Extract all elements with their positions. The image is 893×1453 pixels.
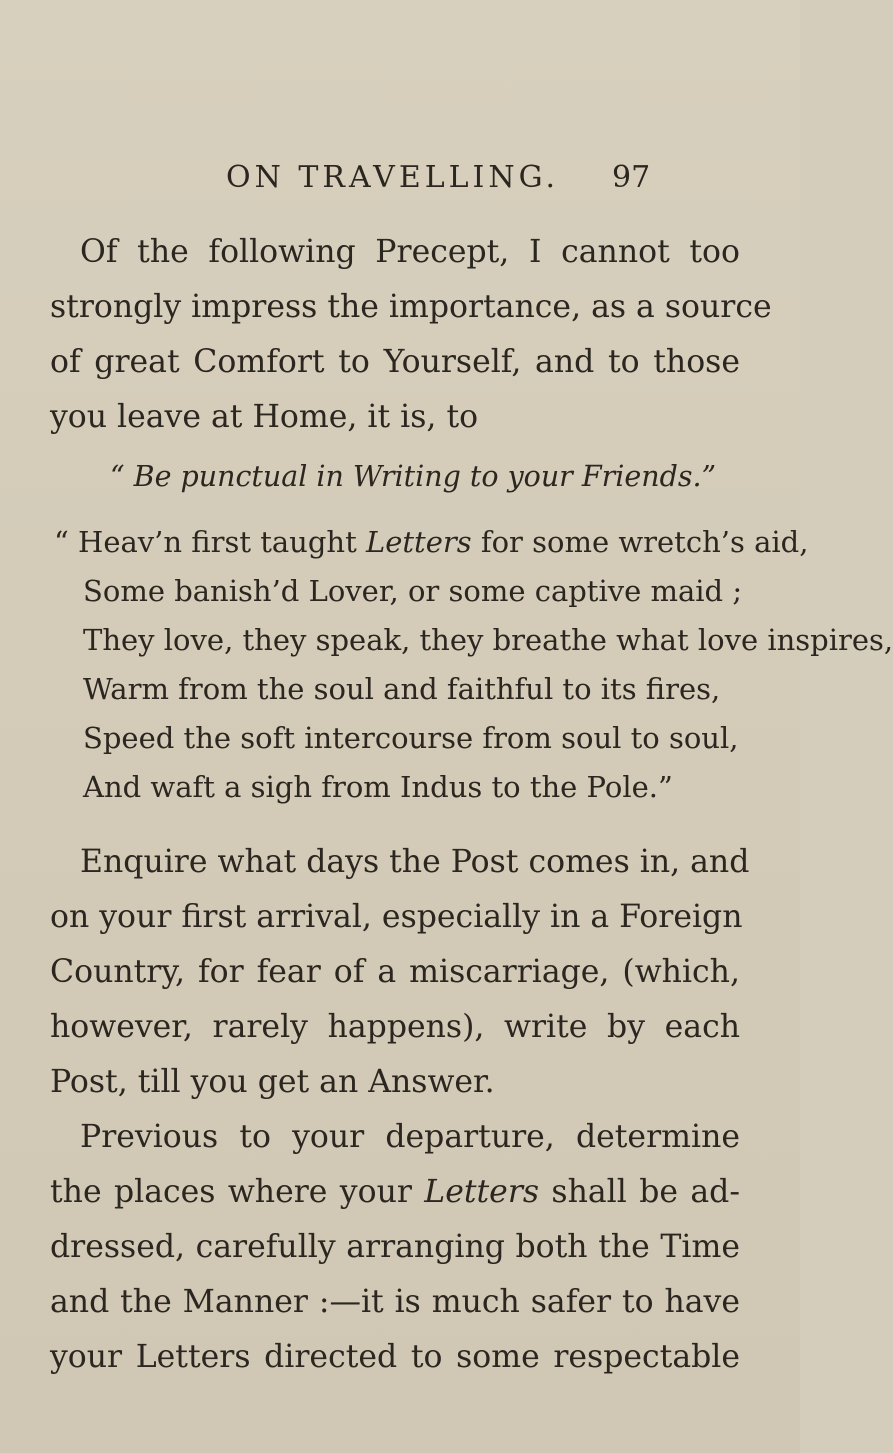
text-line: however, rarely happens), write by each (50, 1009, 740, 1045)
verse-line: They love, they speak, they breathe what love inspires, (83, 623, 893, 657)
verse-line: And waft a sigh from Indus to the Pole.” (83, 770, 673, 804)
text-line: on your first arrival, especially in a Foreign (50, 899, 743, 935)
text-run: the places where your (50, 1174, 425, 1210)
verse-line: Some banish’d Lover, or some captive maid ; (83, 574, 743, 608)
text-line: your Letters directed to some respectable (50, 1339, 740, 1375)
verse-line: Warm from the soul and faithful to its fires, (83, 672, 721, 706)
text-run: shall be ad- (539, 1174, 740, 1210)
text-line (50, 1172, 740, 1212)
text-line: and the Manner :—it is much safer to have (50, 1284, 740, 1320)
verse-line: Speed the soft intercourse from soul to soul, (83, 721, 739, 755)
verse-text: “ Heav’n first taught (54, 525, 366, 559)
text-line: Of the following Precept, I cannot too (80, 234, 740, 270)
motto-quote: “ Be punctual in Writing to your Friends.” (110, 460, 717, 493)
running-title: ON TRAVELLING. (226, 160, 560, 195)
text-line: Previous to your departure, determine (80, 1119, 740, 1155)
page-number: 97 (612, 160, 651, 195)
text-line: Post, till you get an Answer. (50, 1064, 495, 1100)
page-header (0, 160, 800, 210)
verse-italic-word: Letters (365, 525, 472, 559)
italic-word: Letters (424, 1174, 540, 1210)
text-line: Enquire what days the Post comes in, and (80, 844, 750, 880)
text-line: dressed, carefully arranging both the Time (50, 1229, 740, 1265)
text-line: strongly impress the importance, as a source (50, 289, 772, 325)
text-line: Country, for fear of a miscarriage, (which, (50, 954, 740, 990)
verse-line (54, 522, 808, 562)
text-line: you leave at Home, it is, to (50, 399, 479, 435)
text-line: of great Comfort to Yourself, and to those (50, 344, 740, 380)
verse-text: for some wretch’s aid, (471, 525, 809, 559)
